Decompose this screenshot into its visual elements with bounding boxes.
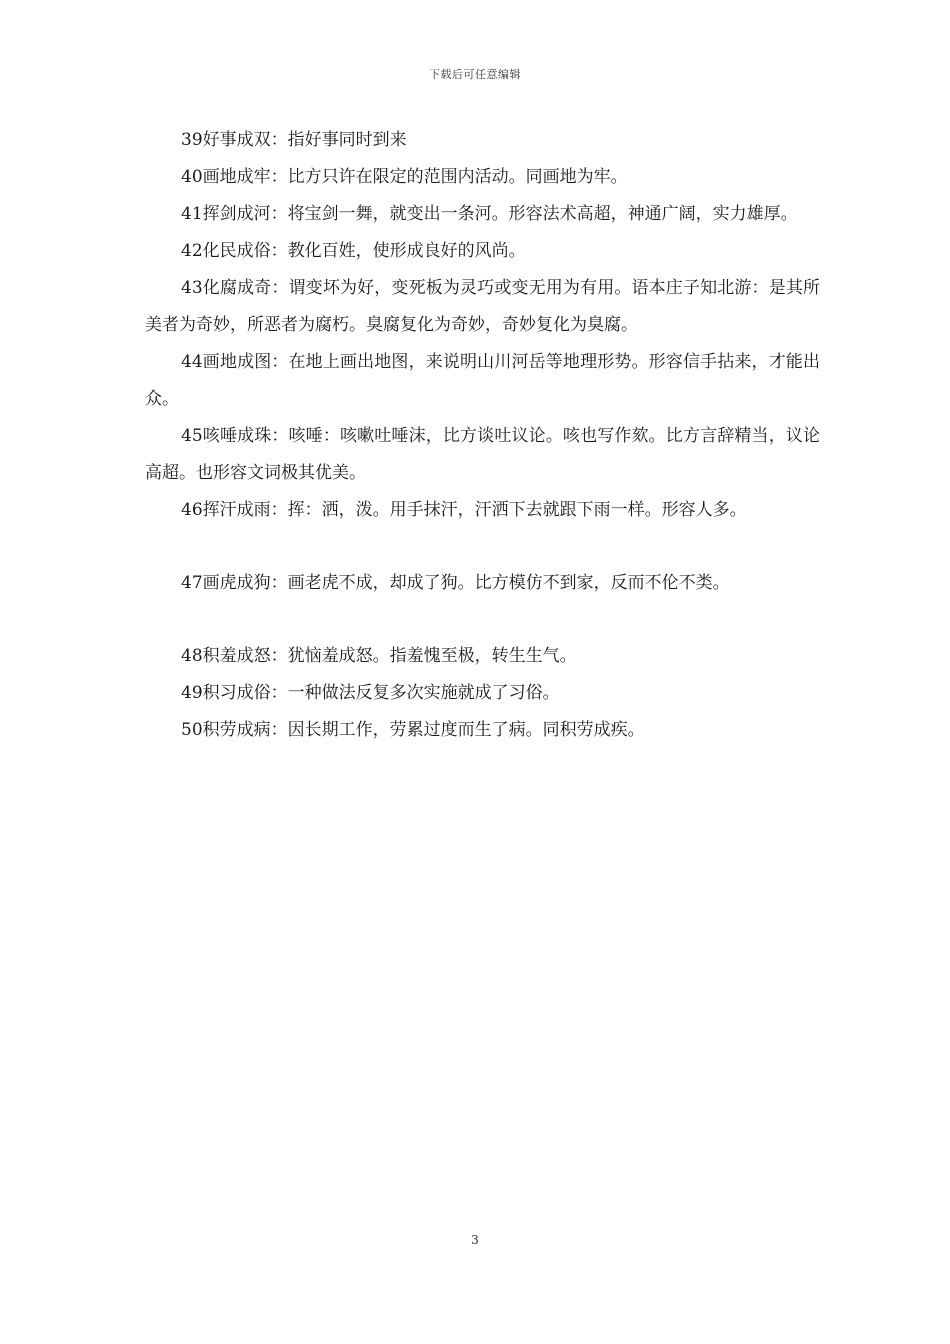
entry-number: 41 bbox=[181, 204, 203, 224]
entry-number: 47 bbox=[181, 573, 203, 593]
entry-text: 积羞成怒：犹恼羞成怒。指羞愧至极，转生生气。 bbox=[202, 646, 577, 666]
idiom-entry-47 bbox=[145, 565, 820, 602]
entry-number: 40 bbox=[181, 167, 203, 187]
idiom-entry-41 bbox=[145, 196, 820, 233]
document-body bbox=[145, 122, 820, 749]
idiom-entry-44 bbox=[145, 344, 820, 418]
entry-number: 45 bbox=[181, 426, 203, 446]
entry-number: 44 bbox=[181, 352, 203, 372]
entry-text: 画地成图：在地上画出地图，来说明山川河岳等地理形势。形容信手拈来，才能出众。 bbox=[145, 352, 820, 409]
entry-number: 49 bbox=[181, 683, 203, 703]
entry-text: 挥汗成雨：挥：洒，泼。用手抹汗，汗洒下去就跟下雨一样。形容人多。 bbox=[202, 500, 747, 520]
entry-number: 39 bbox=[181, 130, 203, 150]
entry-text: 积劳成病：因长期工作，劳累过度而生了病。同积劳成疾。 bbox=[202, 720, 645, 740]
idiom-entry-42 bbox=[145, 233, 820, 270]
entry-text: 好事成双：指好事同时到来 bbox=[202, 130, 407, 150]
entry-number: 43 bbox=[181, 278, 203, 298]
page-number: 3 bbox=[471, 1233, 479, 1247]
entry-number: 46 bbox=[181, 500, 203, 520]
idiom-entry-49 bbox=[145, 675, 820, 712]
entry-number: 50 bbox=[181, 720, 203, 740]
idiom-entry-48 bbox=[145, 638, 820, 675]
page-header: 下载后可任意编辑 bbox=[429, 68, 521, 81]
idiom-entry-50 bbox=[145, 712, 820, 749]
entry-text: 咳唾成珠：咳唾：咳嗽吐唾沫，比方谈吐议论。咳也写作欬。比方言辞精当，议论高超。也形容文词极其优美。 bbox=[145, 426, 820, 483]
idiom-entry-46 bbox=[145, 492, 820, 529]
entry-text: 挥剑成河：将宝剑一舞，就变出一条河。形容法术高超，神通广阔，实力雄厚。 bbox=[202, 204, 798, 224]
idiom-entry-39 bbox=[145, 122, 820, 159]
entry-text: 画地成牢：比方只许在限定的范围内活动。同画地为牢。 bbox=[202, 167, 628, 187]
idiom-entry-43 bbox=[145, 270, 820, 344]
entry-number: 42 bbox=[181, 241, 203, 261]
idiom-entry-45 bbox=[145, 418, 820, 492]
entry-text: 化民成俗：教化百姓，使形成良好的风尚。 bbox=[202, 241, 526, 261]
idiom-entry-40 bbox=[145, 159, 820, 196]
entry-number: 48 bbox=[181, 646, 203, 666]
entry-text: 化腐成奇：谓变坏为好，变死板为灵巧或变无用为有用。语本庄子知北游：是其所美者为奇妙，所恶者为腐朽。臭腐复化为奇妙，奇妙复化为臭腐。 bbox=[145, 278, 820, 335]
entry-text: 画虎成狗：画老虎不成，却成了狗。比方模仿不到家，反而不伦不类。 bbox=[202, 573, 730, 593]
entry-text: 积习成俗：一种做法反复多次实施就成了习俗。 bbox=[202, 683, 560, 703]
